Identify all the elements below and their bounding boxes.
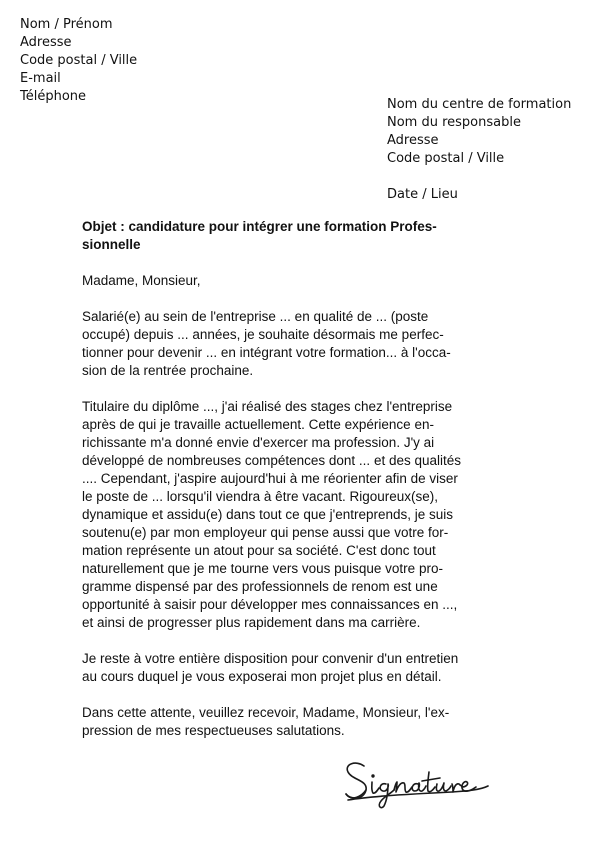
salutation [82, 272, 522, 290]
sender-email: E-mail [20, 71, 61, 86]
handwritten-signature [342, 756, 492, 810]
body-line: le poste de ... lorsqu'il viendra à être vacant. Rigoureux(se), [82, 489, 439, 504]
body-line: développé de nombreuses compétences dont ... et des qualités [82, 453, 461, 468]
body-line: après de qui je travaille actuellement. Cette expérience en- [82, 417, 434, 432]
paragraph-availability [82, 650, 522, 686]
recipient-block [387, 96, 571, 204]
body-line: et ainsi de progresser plus rapidement dans ma carrière. [82, 615, 421, 630]
paragraph-closing [82, 704, 522, 740]
body-line: pression de mes respectueuses salutations. [82, 723, 345, 738]
recipient-postal-city: Code postal / Ville [387, 151, 505, 166]
body-line: richissante m'a donné envie d'exercer ma profession. J'y ai [82, 435, 435, 450]
body-line: Dans cette attente, veuillez recevoir, Madame, Monsieur, l'ex- [82, 705, 450, 720]
body-line: tionner pour devenir ... en intégrant votre formation... à l'occa- [82, 345, 451, 360]
paragraph-current-position [82, 308, 522, 380]
body-line: Salarié(e) au sein de l'entreprise ... en qualité de ... (poste [82, 309, 429, 324]
sender-block [20, 16, 137, 106]
body-line: Je reste à votre entière disposition pour convenir d'un entretien [82, 651, 459, 666]
sender-phone: Téléphone [20, 89, 87, 104]
subject-line [82, 218, 437, 254]
body-line: .... Cependant, j'aspire aujourd'hui à me réorienter afin de viser [82, 471, 458, 486]
recipient-address: Adresse [387, 133, 439, 148]
paragraph-qualifications [82, 398, 522, 632]
body-line: Titulaire du diplôme ..., j'ai réalisé des stages chez l'entreprise [82, 399, 453, 414]
sender-address: Adresse [20, 35, 72, 50]
body-line: au cours duquel je vous exposerai mon projet plus en détail. [82, 669, 442, 684]
body-line: soutenu(e) par mon employeur qui pense aussi que votre for- [82, 525, 449, 540]
body-line: mation représente un atout pour sa société. C'est donc tout [82, 543, 436, 558]
sender-name: Nom / Prénom [20, 17, 113, 32]
body-line: opportunité à saisir pour développer mes connaissances en ..., [82, 597, 458, 612]
body-line: naturellement que je me tourne vers vous puisque votre pro- [82, 561, 443, 576]
recipient-center: Nom du centre de formation [387, 97, 572, 112]
body-line: occupé) depuis ... années, je souhaite désormais me perfec- [82, 327, 444, 342]
body-line: sion de la rentrée prochaine. [82, 363, 254, 378]
sender-postal-city: Code postal / Ville [20, 53, 138, 68]
letter-body [82, 272, 522, 758]
subject-line-1: Objet : candidature pour intégrer une formation Profes- [82, 219, 437, 234]
recipient-manager: Nom du responsable [387, 115, 521, 130]
body-line: dynamique et assidu(e) dans tout ce que j'entreprends, je suis [82, 507, 454, 522]
salutation-text: Madame, Monsieur, [82, 273, 201, 288]
subject-line-2: sionnelle [82, 237, 141, 252]
date-place: Date / Lieu [387, 187, 458, 202]
body-line: gramme dispensé par des professionnels de renom est une [82, 579, 438, 594]
